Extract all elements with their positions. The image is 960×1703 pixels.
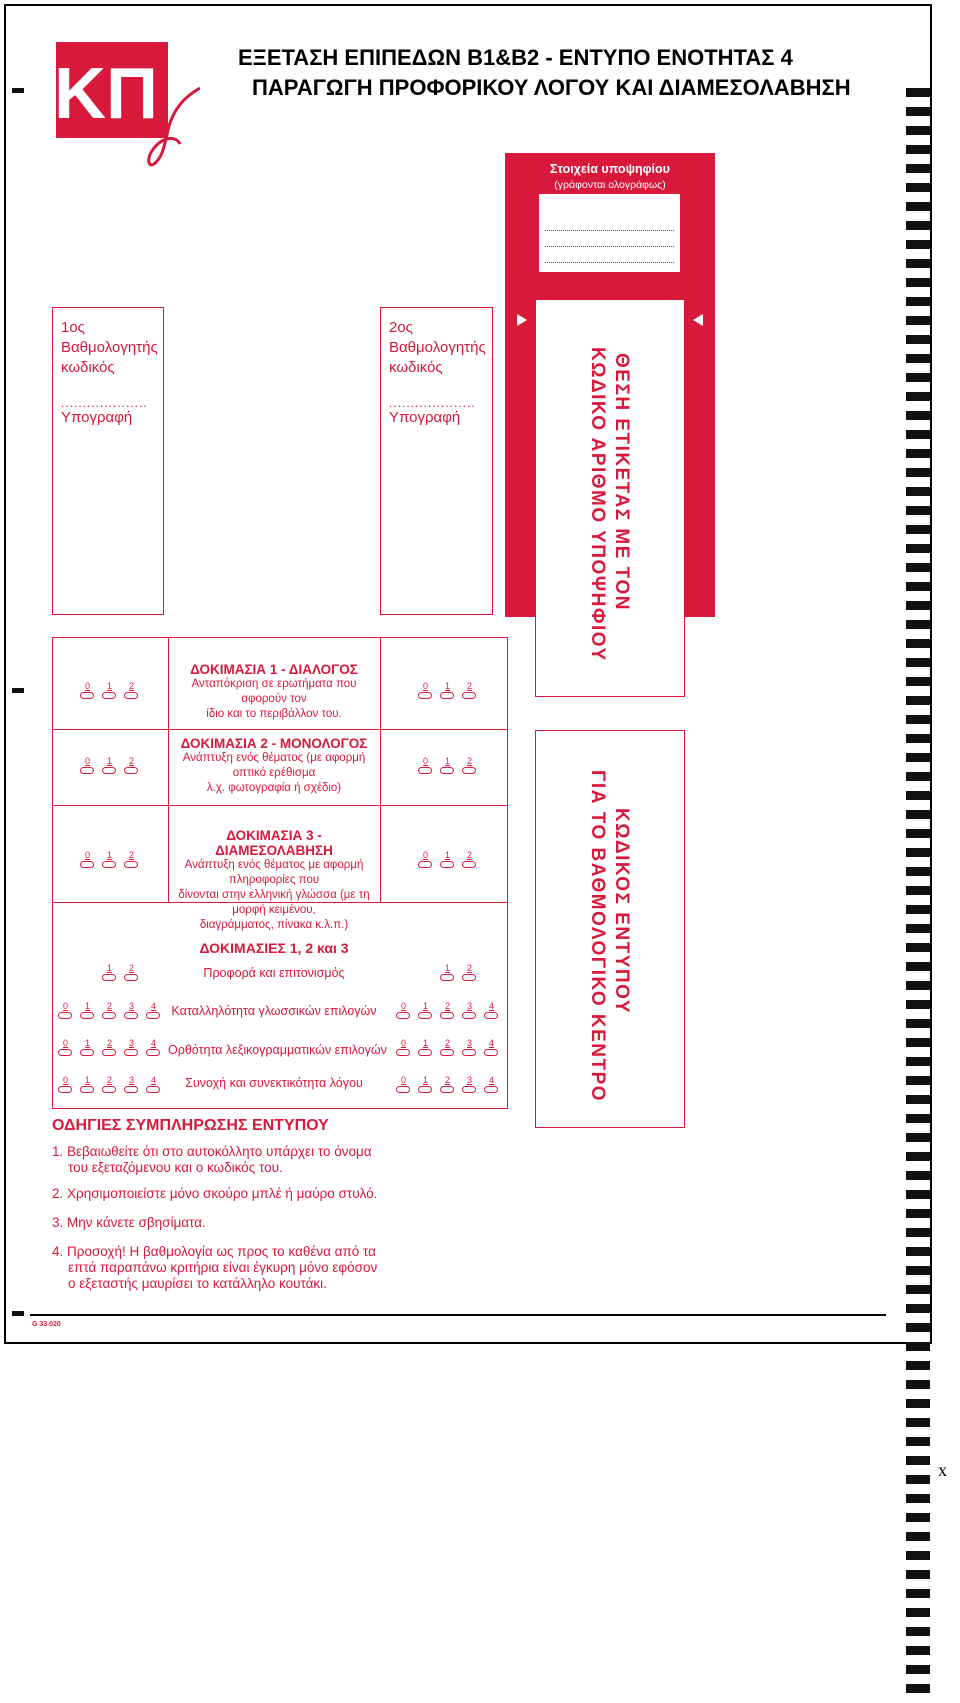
score-option[interactable]: 1 xyxy=(439,963,456,985)
criterion-1-label: Προφορά και επιτονισμός xyxy=(203,966,345,980)
kp-logo xyxy=(50,40,200,170)
score-option[interactable]: 2 xyxy=(123,681,140,703)
code-box-line-2: ΓΙΑ ΤΟ ΒΑΘΜΟΛΟΓΙΚΟ ΚΕΝΤΡΟ xyxy=(587,770,608,1103)
score-option[interactable]: 4 xyxy=(145,1001,162,1023)
score-option[interactable]: 2 xyxy=(101,1038,118,1060)
label-area-line-2: ΚΩΔΙΚΟ ΑΡΙΘΜΟ ΥΠΟΨΗΦΙΟΥ xyxy=(587,347,608,662)
criterion-4-scale-grader-2 xyxy=(395,1075,500,1097)
score-option[interactable]: 0 xyxy=(79,681,96,703)
score-option[interactable]: 4 xyxy=(483,1075,500,1097)
grader-2-ordinal: 2ος xyxy=(389,319,413,336)
score-option[interactable]: 4 xyxy=(483,1038,500,1060)
task-1-title: ΔΟΚΙΜΑΣΙΑ 1 - ΔΙΑΛΟΓΟΣ xyxy=(190,662,358,677)
instructions-list xyxy=(52,1144,432,1292)
task-2-scale-grader-1 xyxy=(79,756,140,778)
form-code: G 33.020 xyxy=(32,1321,61,1328)
criterion-2-scale-grader-1 xyxy=(57,1001,162,1023)
criterion-2-label: Καταλληλότητα γλωσσικών επιλογών xyxy=(171,1004,377,1018)
combined-title: ΔΟΚΙΜΑΣΙΕΣ 1, 2 και 3 xyxy=(199,940,349,956)
score-option[interactable]: 1 xyxy=(439,756,456,778)
title-line-2: ΠΑΡΑΓΩΓΗ ΠΡΟΦΟΡΙΚΟΥ ΛΟΓΟΥ ΚΑΙ ΔΙΑΜΕΣΟΛΑΒΗΣΗ xyxy=(252,75,851,100)
candidate-subtitle: (γράφονται ολογράφως) xyxy=(554,179,666,191)
score-option[interactable]: 3 xyxy=(461,1001,478,1023)
criterion-3-label: Ορθότητα λεξικογραμματικών επιλογών xyxy=(168,1043,387,1057)
score-option[interactable]: 1 xyxy=(101,756,118,778)
score-option[interactable]: 4 xyxy=(145,1075,162,1097)
instruction-4-line-3: ο εξεταστής μαυρίσει το κατάλληλο κουτάκι. xyxy=(68,1276,327,1291)
score-option[interactable]: 2 xyxy=(461,756,478,778)
task-1-desc-1: Ανταπόκριση σε ερωτήματα που αφορούν τον xyxy=(191,678,357,705)
instruction-3: 3. Μην κάνετε σβησίματα. xyxy=(52,1215,206,1230)
instruction-4-line-1: 4. Προσοχή! Η βαθμολογία ως προς το καθένα από τα xyxy=(52,1244,376,1259)
score-option[interactable]: 0 xyxy=(395,1038,412,1060)
score-option[interactable]: 1 xyxy=(79,1075,96,1097)
task-3-title: ΔΟΚΙΜΑΣΙΑ 3 - ΔΙΑΜΕΣΟΛΑΒΗΣΗ xyxy=(215,828,333,858)
margin-dash xyxy=(12,88,24,93)
task-3-scale-grader-2 xyxy=(417,850,478,872)
grid-divider xyxy=(52,805,508,806)
grid-divider xyxy=(52,729,508,730)
score-option[interactable]: 1 xyxy=(101,850,118,872)
candidate-name-field[interactable] xyxy=(538,193,681,273)
score-option[interactable]: 0 xyxy=(57,1038,74,1060)
bottom-rule xyxy=(30,1314,886,1316)
score-option[interactable]: 2 xyxy=(461,681,478,703)
instruction-1-line-2: του εξεταζόμενου και ο κωδικός του. xyxy=(68,1160,283,1175)
score-option[interactable]: 0 xyxy=(395,1075,412,1097)
margin-dash xyxy=(12,1311,24,1316)
task-1-desc-2: ίδιο και το περιβάλλον του. xyxy=(206,708,342,720)
score-option[interactable]: 0 xyxy=(417,681,434,703)
task-2-desc-1: Ανάπτυξη ενός θέματος (με αφορμή οπτικό ερέθισμα xyxy=(182,752,366,779)
score-option[interactable]: 0 xyxy=(395,1001,412,1023)
instruction-4-line-2: επτά παραπάνω κριτήρια είναι έγκυρη μόνο εφόσον xyxy=(68,1260,378,1275)
task-2-title: ΔΟΚΙΜΑΣΙΑ 2 - ΜΟΝΟΛΟΓΟΣ xyxy=(180,736,368,751)
title-line-1: ΕΞΕΤΑΣΗ ΕΠΙΠΕΔΩΝ Β1&Β2 - ΕΝΤΥΠΟ ΕΝΟΤΗΤΑΣ 4 xyxy=(238,45,793,70)
score-option[interactable]: 3 xyxy=(123,1038,140,1060)
score-option[interactable]: 0 xyxy=(57,1001,74,1023)
criterion-1-scale-grader-1 xyxy=(101,963,140,985)
task-2-scale-grader-2 xyxy=(417,756,478,778)
score-option[interactable]: 3 xyxy=(123,1075,140,1097)
grader-2-code-field[interactable]: .................... xyxy=(389,396,476,410)
task-3-desc-1: Ανάπτυξη ενός θέματος με αφορμή πληροφορίες που xyxy=(184,859,364,886)
instructions-title: ΟΔΗΓΙΕΣ ΣΥΜΠΛΗΡΩΣΗΣ ΕΝΤΥΠΟΥ xyxy=(52,1117,329,1134)
grader-2-signature-label: Υπογραφή xyxy=(389,409,461,426)
task-3-desc-3: διαγράμματος, πίνακα κ.λ.π.) xyxy=(199,919,349,931)
score-option[interactable]: 2 xyxy=(439,1038,456,1060)
score-option[interactable]: 0 xyxy=(79,756,96,778)
grader-1-role: Βαθμολογητής xyxy=(61,339,158,356)
grader-1-ordinal: 1ος xyxy=(61,319,85,336)
criterion-3-scale-grader-1 xyxy=(57,1038,162,1060)
candidate-title: Στοιχεία υποψηφίου xyxy=(550,162,670,176)
margin-dash xyxy=(12,688,24,693)
score-option[interactable]: 0 xyxy=(417,850,434,872)
criterion-4-label: Συνοχή και συνεκτικότητα λόγου xyxy=(185,1076,363,1090)
instruction-1-line-1: 1. Βεβαιωθείτε ότι στο αυτοκόλλητο υπάρχει το όνομα xyxy=(52,1144,372,1159)
score-option[interactable]: 1 xyxy=(417,1075,434,1097)
task-2-desc-2: λ.χ. φωτογραφία ή σχέδιο) xyxy=(206,782,342,794)
criterion-3-scale-grader-2 xyxy=(395,1038,500,1060)
score-option[interactable]: 1 xyxy=(417,1038,434,1060)
score-option[interactable]: 3 xyxy=(123,1001,140,1023)
score-option[interactable]: 2 xyxy=(101,1075,118,1097)
task-1-scale-grader-2 xyxy=(417,681,478,703)
score-option[interactable]: 0 xyxy=(417,756,434,778)
score-option[interactable]: 2 xyxy=(101,1001,118,1023)
score-option[interactable]: 2 xyxy=(439,1075,456,1097)
task-3-desc-2: δίνονται στην ελληνική γλώσσα (με τη μορφή κειμένου, xyxy=(178,889,370,916)
criterion-1-scale-grader-2 xyxy=(439,963,478,985)
code-box-line-1: ΚΩΔΙΚΟΣ ΕΝΤΥΠΟΥ xyxy=(611,808,632,1015)
score-option[interactable]: 2 xyxy=(461,850,478,872)
score-option[interactable]: 1 xyxy=(101,963,118,985)
score-option[interactable]: 0 xyxy=(79,850,96,872)
grader-2-role: Βαθμολογητής xyxy=(389,339,486,356)
grader-1-code-label: κωδικός xyxy=(61,359,115,376)
score-option[interactable]: 1 xyxy=(439,850,456,872)
footer-mark: x xyxy=(938,1460,947,1480)
task-1-scale-grader-1 xyxy=(79,681,140,703)
score-option[interactable]: 2 xyxy=(461,963,478,985)
score-option[interactable]: 0 xyxy=(57,1075,74,1097)
score-option[interactable]: 3 xyxy=(461,1038,478,1060)
score-option[interactable]: 2 xyxy=(123,850,140,872)
logo-text: ΚΠ xyxy=(54,54,158,134)
grader-2-box[interactable] xyxy=(380,307,493,615)
task-3-scale-grader-1 xyxy=(79,850,140,872)
criterion-2-scale-grader-2 xyxy=(395,1001,500,1023)
score-option[interactable]: 1 xyxy=(439,681,456,703)
task-2 xyxy=(168,736,380,796)
arrow-left-icon xyxy=(693,314,703,326)
score-option[interactable]: 4 xyxy=(483,1001,500,1023)
score-option[interactable]: 1 xyxy=(79,1038,96,1060)
grader-2-code-label: κωδικός xyxy=(389,359,443,376)
instruction-2: 2. Χρησιμοποιείστε μόνο σκούρο μπλέ ή μαύρο στυλό. xyxy=(52,1186,378,1201)
score-option[interactable]: 1 xyxy=(79,1001,96,1023)
task-1 xyxy=(168,662,380,722)
score-option[interactable]: 3 xyxy=(461,1075,478,1097)
score-option[interactable]: 1 xyxy=(101,681,118,703)
grader-1-signature-label: Υπογραφή xyxy=(61,409,133,426)
grader-1-code-field[interactable]: .................... xyxy=(61,396,148,410)
timing-marks xyxy=(906,88,930,1703)
grid-divider xyxy=(380,637,381,902)
score-option[interactable]: 2 xyxy=(123,756,140,778)
grader-1-box[interactable] xyxy=(52,307,164,615)
label-area-line-1: ΘΕΣΗ ΕΤΙΚΕΤΑΣ ΜΕ ΤΟΝ xyxy=(611,353,632,611)
score-option[interactable]: 2 xyxy=(123,963,140,985)
score-option[interactable]: 1 xyxy=(417,1001,434,1023)
score-option[interactable]: 4 xyxy=(145,1038,162,1060)
criterion-4-scale-grader-1 xyxy=(57,1075,162,1097)
task-3 xyxy=(168,828,380,933)
score-option[interactable]: 2 xyxy=(439,1001,456,1023)
arrow-right-icon xyxy=(517,314,527,326)
